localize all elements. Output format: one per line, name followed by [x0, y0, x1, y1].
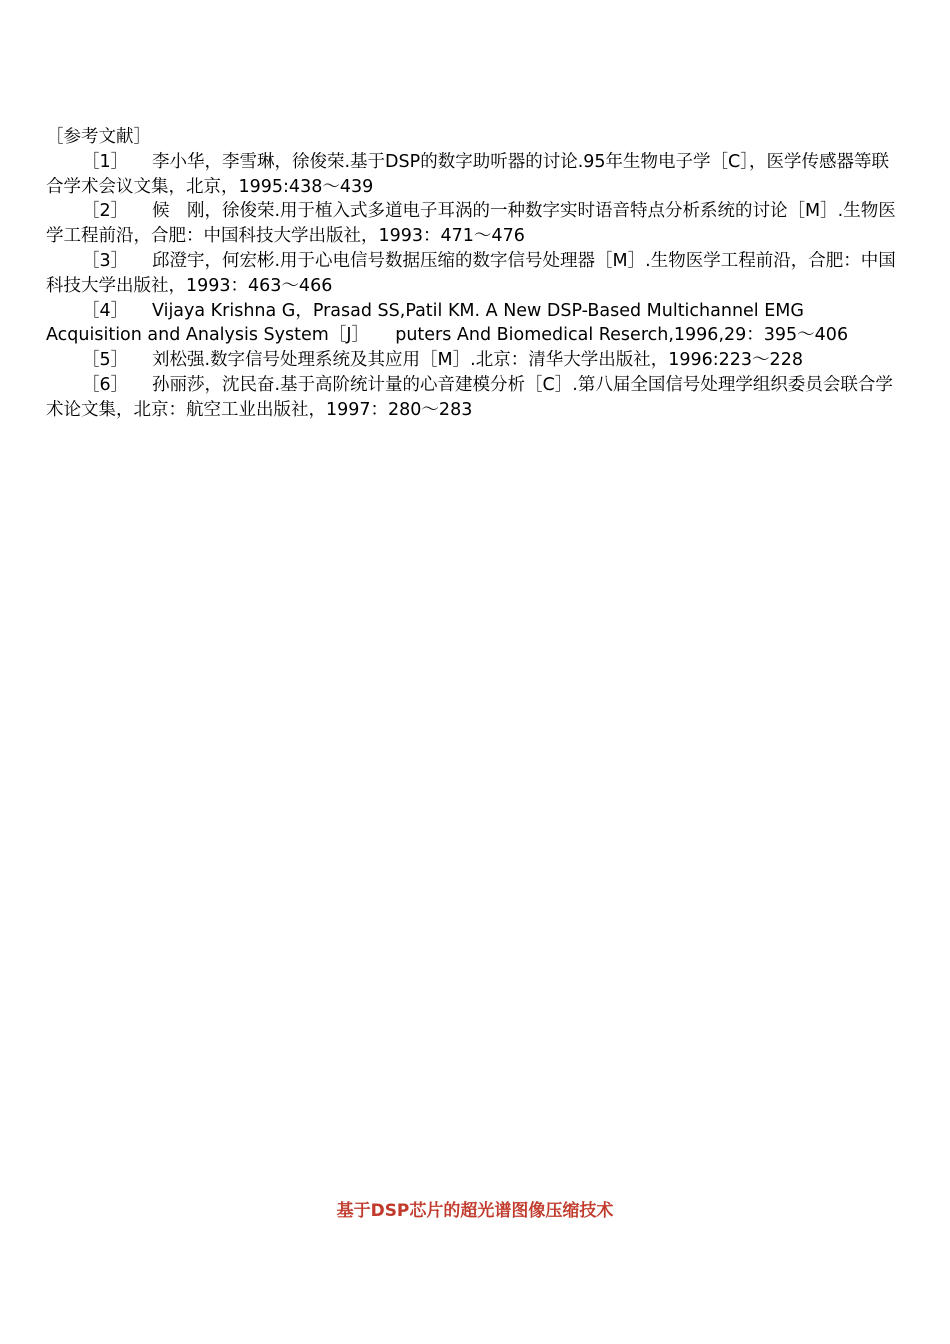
- reference-text: Vijaya Krishna G，Prasad SS,Patil KM. A New DSP-Based Multichannel EMG Acquisition and Analysis System［J］ puters And Biomedical Reserch,1996,29：395～406: [46, 300, 849, 346]
- reference-number: ［5］: [82, 350, 129, 371]
- reference-text: 候 刚，徐俊荣.用于植入式多道电子耳涡的一种数字实时语音特点分析系统的讨论［M］.生物医学工程前沿，合肥：中国科技大学出版社，1993：471～476: [46, 201, 896, 247]
- reference-entry-3: [46, 249, 904, 299]
- reference-text: 孙丽莎，沈民奋.基于高阶统计量的心音建模分析［C］.第八届全国信号处理学组织委员会联合学术论文集，北京：航空工业出版社，1997：280～283: [46, 374, 893, 420]
- next-article-title: 基于DSP芯片的超光谱图像压缩技术: [336, 1201, 614, 1221]
- reference-list: [46, 125, 904, 423]
- reference-text: 李小华，李雪琳，徐俊荣.基于DSP的数字助听器的讨论.95年生物电子学［C］，医学传感器等联合学术会议文集，北京，1995:438～439: [46, 151, 889, 197]
- reference-number: ［6］: [82, 374, 129, 395]
- reference-text: 刘松强.数字信号处理系统及其应用［M］.北京：清华大学出版社，1996:223～228: [152, 350, 803, 371]
- reference-entry-5: [46, 348, 904, 373]
- reference-entry-4: [46, 299, 904, 349]
- reference-entry-1: [46, 150, 904, 200]
- reference-number: ［1］: [82, 151, 129, 172]
- reference-number: ［3］: [82, 250, 129, 271]
- reference-text: 邱澄宇，何宏彬.用于心电信号数据压缩的数字信号处理器［M］.生物医学工程前沿，合肥：中国科技大学出版社，1993：463～466: [46, 250, 896, 296]
- reference-entry-6: [46, 373, 904, 423]
- references-heading: ［参考文献］: [46, 127, 151, 147]
- reference-entry-2: [46, 199, 904, 249]
- reference-number: ［4］: [82, 300, 129, 321]
- reference-number: ［2］: [82, 201, 129, 222]
